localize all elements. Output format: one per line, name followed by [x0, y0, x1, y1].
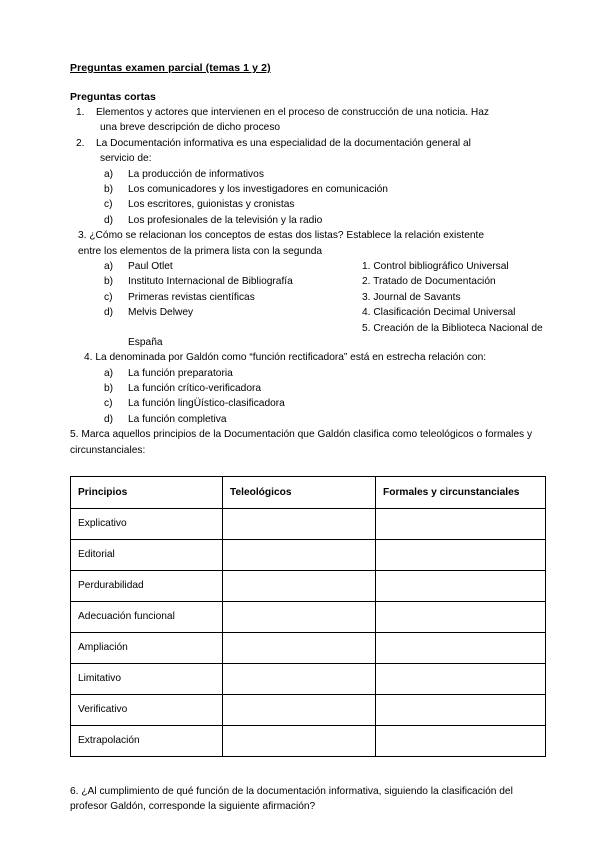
question-2-option-c: [70, 197, 545, 212]
table-header-row: [71, 476, 546, 508]
table-row: [71, 570, 546, 601]
table-header-principios: Principios: [71, 476, 223, 508]
option-marker: d): [104, 214, 114, 226]
option-marker: b): [104, 382, 114, 394]
table-cell-principio: Extrapolación: [71, 725, 223, 756]
option-marker: d): [104, 307, 114, 319]
question-1-marker: 1.: [76, 107, 85, 118]
matching-left-column: [70, 259, 370, 321]
table-row: [71, 539, 546, 570]
matching-left-item-a: [70, 259, 370, 274]
table-cell-formales[interactable]: [376, 539, 546, 570]
question-2-line-2: servicio de:: [100, 153, 152, 165]
option-marker: a): [104, 168, 114, 180]
option-label: La función lingÜístico-clasificadora: [128, 398, 285, 410]
option-label: La función crítico-verificadora: [128, 382, 262, 394]
matching-right-item-5-continuation: España: [128, 336, 163, 348]
table-cell-formales[interactable]: [376, 601, 546, 632]
question-4-options: [70, 366, 545, 428]
option-label: La función completiva: [128, 413, 227, 425]
table-cell-teleologicos[interactable]: [223, 601, 376, 632]
table-row: [71, 508, 546, 539]
option-marker: b): [104, 184, 114, 196]
question-6-text: [70, 784, 545, 815]
option-label: Primeras revistas científicas: [128, 291, 255, 303]
principios-table: [70, 476, 546, 757]
short-questions-list: [70, 105, 545, 167]
table-header-teleologicos: Teleológicos: [223, 476, 376, 508]
question-3-matching-exercise: [70, 259, 545, 334]
option-marker: a): [104, 261, 114, 273]
question-5-line-1: 5. Marca aquellos principios de la Documentación que Galdón clasifica como teleológicos o formales y: [70, 429, 533, 441]
table-row: [71, 632, 546, 663]
question-4-option-c: [70, 396, 545, 411]
option-label: Paul Otlet: [128, 261, 173, 273]
question-4-text: [70, 350, 545, 365]
table-row: [71, 694, 546, 725]
question-6-line-2: profesor Galdón, corresponde la siguiente afirmación?: [70, 801, 316, 813]
question-4-option-d: [70, 412, 545, 427]
matching-right-item-2: 2. Tratado de Documentación: [362, 276, 496, 288]
table-row: [71, 663, 546, 694]
option-marker: b): [104, 276, 114, 288]
question-1-line-2: una breve descripción de dicho proceso: [100, 122, 281, 134]
table-cell-principio: Limitativo: [71, 663, 223, 694]
matching-right-item-4: 4. Clasificación Decimal Universal: [362, 307, 516, 319]
table-cell-principio: Adecuación funcional: [71, 601, 223, 632]
question-1: [70, 105, 545, 136]
question-1-line-1: Elementos y actores que intervienen en el proceso de construcción de una noticia. Haz: [96, 107, 490, 118]
table-cell-teleologicos[interactable]: [223, 632, 376, 663]
option-label: Los comunicadores y los investigadores en comunicación: [128, 184, 388, 196]
table-cell-teleologicos[interactable]: [223, 570, 376, 601]
table-cell-principio: Verificativo: [71, 694, 223, 725]
option-label: La función preparatoria: [128, 367, 233, 379]
question-2-marker: 2.: [76, 137, 85, 149]
table-cell-principio: Ampliación: [71, 632, 223, 663]
option-label: Los escritores, guionistas y cronistas: [128, 199, 295, 211]
table-cell-formales[interactable]: [376, 570, 546, 601]
table-cell-teleologicos[interactable]: [223, 539, 376, 570]
matching-left-item-d: [70, 305, 370, 320]
table-cell-formales[interactable]: [376, 508, 546, 539]
matching-left-item-b: [70, 274, 370, 289]
option-label: La producción de informativos: [128, 168, 264, 180]
question-4-line-1: 4. La denominada por Galdón como “función rectificadora” está en estrecha relación con:: [84, 352, 487, 364]
table-cell-teleologicos[interactable]: [223, 725, 376, 756]
question-5-line-2: circunstanciales:: [70, 444, 146, 456]
question-2-options: [70, 167, 545, 229]
table-row: [71, 601, 546, 632]
option-marker: c): [104, 291, 113, 303]
table-cell-principio: Editorial: [71, 539, 223, 570]
question-6-line-1: 6. ¿Al cumplimiento de qué función de la documentación informativa, siguiendo la clasificación del: [70, 785, 513, 797]
table-cell-teleologicos[interactable]: [223, 508, 376, 539]
option-marker: d): [104, 413, 114, 425]
table-cell-formales[interactable]: [376, 725, 546, 756]
question-2-line-1: La Documentación informativa es una especialidad de la documentación general al: [96, 137, 471, 149]
table-cell-teleologicos[interactable]: [223, 663, 376, 694]
question-4-option-b: [70, 381, 545, 396]
table-header-formales: Formales y circunstanciales: [376, 476, 546, 508]
question-3-line-2: entre los elementos de la primera lista con la segunda: [78, 245, 323, 257]
question-2-option-d: [70, 213, 545, 228]
table-cell-teleologicos[interactable]: [223, 694, 376, 725]
page-title: Preguntas examen parcial (temas 1 y 2): [70, 62, 271, 74]
matching-right-column: [362, 259, 572, 336]
question-3-line-1: 3. ¿Cómo se relacionan los conceptos de estas dos listas? Establece la relación existente: [78, 230, 485, 242]
matching-right-item-1: 1. Control bibliográfico Universal: [362, 261, 509, 273]
option-label: Los profesionales de la televisión y la radio: [128, 214, 323, 226]
option-marker: c): [104, 199, 113, 211]
option-marker: a): [104, 367, 114, 379]
question-4-option-a: [70, 366, 545, 381]
matching-right-item-5: 5. Creación de la Biblioteca Nacional de: [362, 322, 543, 334]
table-row: [71, 725, 546, 756]
table-cell-formales[interactable]: [376, 632, 546, 663]
section-heading: Preguntas cortas: [70, 91, 156, 103]
question-2-option-b: [70, 182, 545, 197]
table-cell-principio: Perdurabilidad: [71, 570, 223, 601]
matching-right-item-3: 3. Journal de Savants: [362, 291, 461, 303]
table-cell-formales[interactable]: [376, 663, 546, 694]
question-2: [70, 136, 545, 167]
option-label: Instituto Internacional de Bibliografía: [128, 276, 293, 288]
table-cell-formales[interactable]: [376, 694, 546, 725]
matching-left-item-c: [70, 290, 370, 305]
question-3-text: [70, 228, 545, 259]
option-marker: c): [104, 398, 113, 410]
option-label: Melvis Delwey: [128, 307, 194, 319]
table-cell-principio: Explicativo: [71, 508, 223, 539]
question-5-text: [70, 427, 545, 458]
question-2-option-a: [70, 167, 545, 182]
